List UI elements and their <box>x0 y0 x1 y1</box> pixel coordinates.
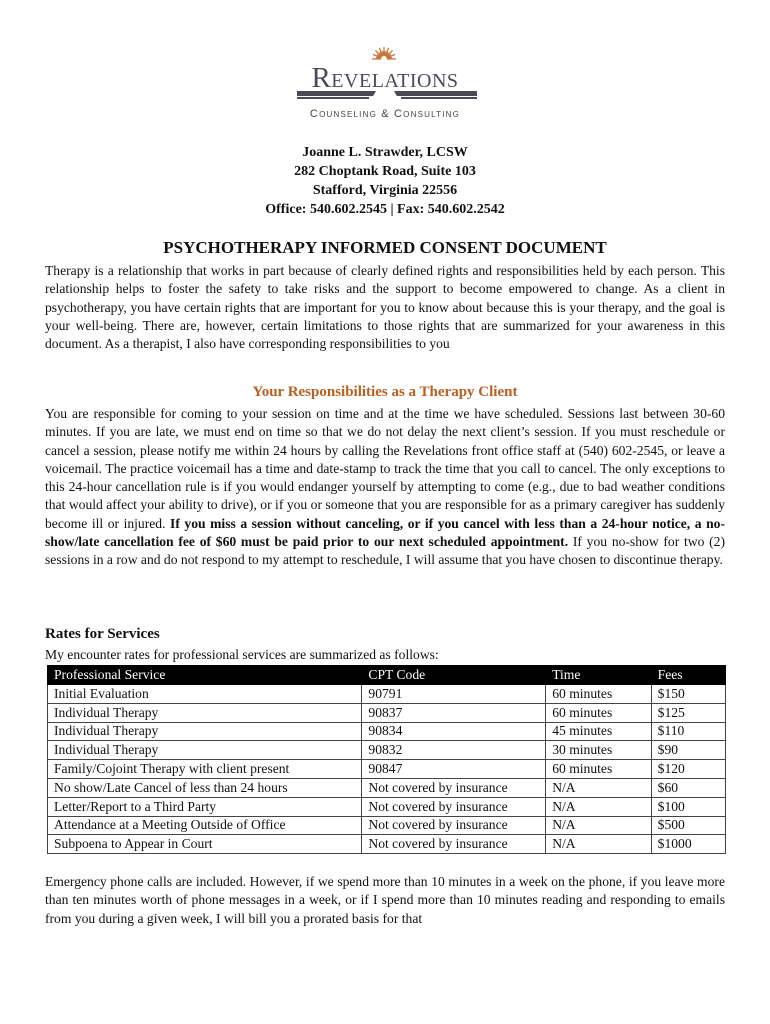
column-header: Professional Service <box>48 666 362 685</box>
rates-table <box>47 665 726 854</box>
table-row <box>48 835 726 854</box>
table-row <box>48 703 726 722</box>
table-cell: N/A <box>546 797 651 816</box>
table-cell: Individual Therapy <box>48 703 362 722</box>
column-header: CPT Code <box>362 666 546 685</box>
table-cell: No show/Late Cancel of less than 24 hours <box>48 778 362 797</box>
logo-subtitle: Counseling & Consulting <box>309 108 461 120</box>
table-cell: Not covered by insurance <box>362 778 546 797</box>
table-cell: Subpoena to Appear in Court <box>48 835 362 854</box>
contact-block <box>0 143 770 219</box>
address-line-1: 282 Choptank Road, Suite 103 <box>294 164 476 179</box>
table-row <box>48 760 726 779</box>
table-cell: 45 minutes <box>546 722 651 741</box>
rates-header-row <box>48 666 726 685</box>
table-cell: N/A <box>546 835 651 854</box>
table-cell: N/A <box>546 778 651 797</box>
table-cell: $150 <box>651 685 725 704</box>
table-cell: Individual Therapy <box>48 722 362 741</box>
column-header: Time <box>546 666 651 685</box>
table-cell: Not covered by insurance <box>362 835 546 854</box>
table-cell: 90847 <box>362 760 546 779</box>
rates-intro: My encounter rates for professional services are summarized as follows: <box>45 647 439 662</box>
table-cell: $110 <box>651 722 725 741</box>
emergency-paragraph: Emergency phone calls are included. However, if we spend more than 10 minutes in a week on the phone, if you leave more than ten minutes worth of phone messages in a week, or if I spend more than 10 minutes reading and responding to emails from you during a given week, I will bill you a prorated basis for that <box>45 874 725 926</box>
table-cell: $60 <box>651 778 725 797</box>
table-cell: Letter/Report to a Third Party <box>48 797 362 816</box>
responsibilities-paragraph <box>45 405 725 570</box>
table-cell: 90832 <box>362 741 546 760</box>
table-cell: Attendance at a Meeting Outside of Office <box>48 816 362 835</box>
table-cell: 90834 <box>362 722 546 741</box>
table-cell: N/A <box>546 816 651 835</box>
rates-heading: Rates for Services <box>45 626 160 642</box>
table-cell: 90837 <box>362 703 546 722</box>
table-row <box>48 685 726 704</box>
intro-paragraph: Therapy is a relationship that works in part because of clearly defined rights and responsibilities held by each person. This relationship helps to foster the safety to take risks and the support to become empowered to change. As a client in psychotherapy, you have certain rights that are important for you to know about because this is your therapy, and the goal is your well-being. There are, however, certain limitations to those rights that are summarized for your awareness in this document. As a therapist, I also have corresponding responsibilities to you <box>45 263 725 352</box>
table-cell: $120 <box>651 760 725 779</box>
table-cell: 60 minutes <box>546 760 651 779</box>
table-cell: $500 <box>651 816 725 835</box>
column-header: Fees <box>651 666 725 685</box>
table-cell: 60 minutes <box>546 703 651 722</box>
responsibilities-text-end: If you no-show for two (2) sessions in a row and do not respond to my attempt to reschedule, I will assume that you have chosen to discontinue therapy. <box>45 534 725 568</box>
table-cell: 30 minutes <box>546 741 651 760</box>
table-cell: 60 minutes <box>546 685 651 704</box>
table-cell: $1000 <box>651 835 725 854</box>
table-row <box>48 816 726 835</box>
table-cell: 90791 <box>362 685 546 704</box>
phone-fax: Office: 540.602.2545 | Fax: 540.602.2542 <box>265 202 505 217</box>
address-line-2: Stafford, Virginia 22556 <box>312 183 458 198</box>
table-cell: $125 <box>651 703 725 722</box>
table-row <box>48 741 726 760</box>
revelations-logo <box>0 46 770 126</box>
table-cell: $90 <box>651 741 725 760</box>
table-row <box>48 797 726 816</box>
table-row <box>48 778 726 797</box>
table-row <box>48 722 726 741</box>
table-cell: $100 <box>651 797 725 816</box>
responsibilities-text: You are responsible for coming to your session on time and at the time we have scheduled. Sessions last between 30-60 minutes. If you are late, we must end on time so that we do not delay the next client’s session. If you must reschedule or cancel a session, please notify me within 24 hours by calling the Revelations front office staff at (540) 602-2545, or leave a voicemail. The practice voicemail has a time and date-stamp to track the time that you call to cancel. The only exceptions to this 24-hour cancellation rule is if you would endanger yourself by attempting to come (e.g., due to bad weather conditions that would affect your ability to drive), or if you or someone that you are responsible for as a primary caregiver has suddenly become ill or injured. <box>45 406 725 531</box>
table-cell: Family/Cojoint Therapy with client present <box>48 760 362 779</box>
logo-wordmark: Revelations <box>311 62 459 94</box>
cancellation-policy-bold: If you miss a session without canceling, or if you cancel with less than a 24-hour notice, a no-show/late cancellation fee of $60 must be paid prior to our next scheduled appointment. <box>45 515 725 550</box>
table-cell: Individual Therapy <box>48 741 362 760</box>
table-cell: Not covered by insurance <box>362 816 546 835</box>
therapist-name: Joanne L. Strawder, LCSW <box>302 145 468 160</box>
responsibilities-heading: Your Responsibilities as a Therapy Client <box>252 384 518 400</box>
table-cell: Not covered by insurance <box>362 797 546 816</box>
table-cell: Initial Evaluation <box>48 685 362 704</box>
document-title: PSYCHOTHERAPY INFORMED CONSENT DOCUMENT <box>163 238 607 257</box>
